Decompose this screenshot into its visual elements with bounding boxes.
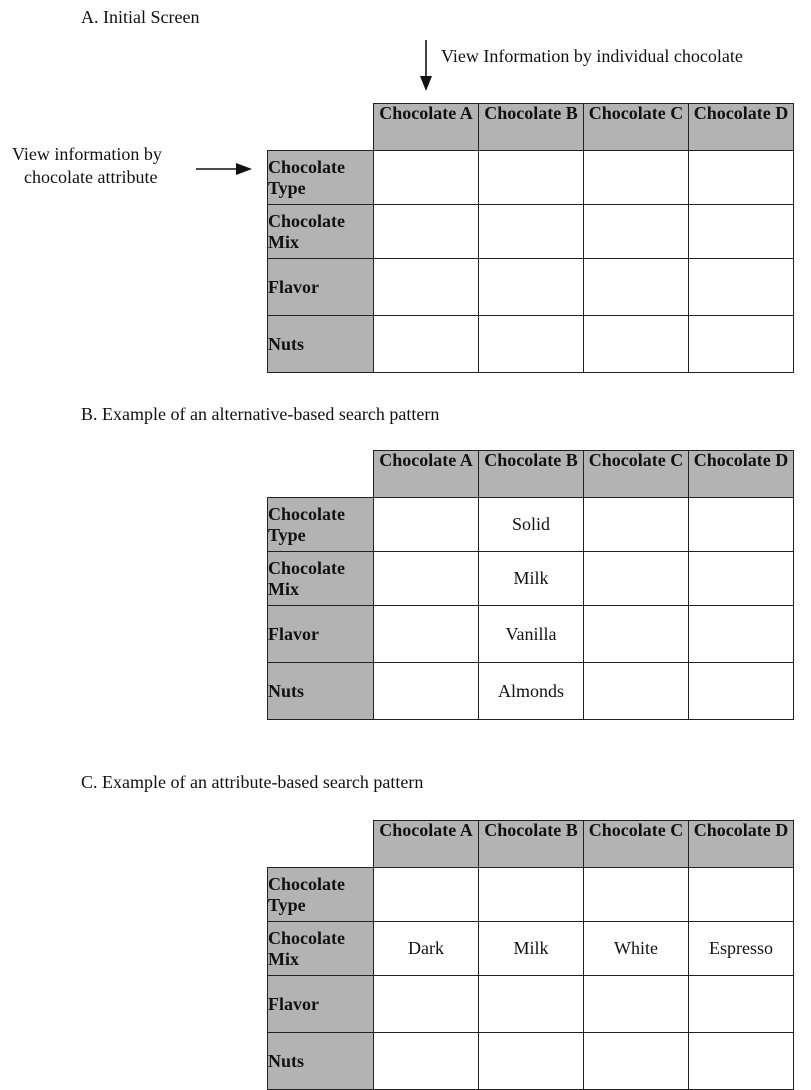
matrix-cell — [479, 868, 584, 922]
row-header: Chocolate Type — [268, 868, 374, 922]
attribute-matrix-attribute-search — [267, 820, 794, 1090]
matrix-cell: Milk — [479, 552, 584, 606]
table-corner — [268, 104, 374, 151]
row-header: Flavor — [268, 606, 374, 663]
matrix-cell — [689, 976, 794, 1033]
row-header: Nuts — [268, 316, 374, 373]
attribute-matrix-initial — [267, 103, 794, 373]
matrix-cell: Solid — [479, 498, 584, 552]
matrix-cell — [689, 868, 794, 922]
matrix-cell — [689, 1033, 794, 1090]
matrix-cell: Milk — [479, 922, 584, 976]
matrix-cell — [584, 205, 689, 259]
column-header-chocolate-d: Chocolate D — [689, 104, 794, 151]
matrix-cell: Vanilla — [479, 606, 584, 663]
table-row — [268, 316, 794, 373]
matrix-cell — [479, 316, 584, 373]
matrix-cell — [689, 606, 794, 663]
table-corner — [268, 821, 374, 868]
attribute-matrix-alternative-search — [267, 450, 794, 720]
row-header: Chocolate Mix — [268, 205, 374, 259]
row-header: Nuts — [268, 1033, 374, 1090]
matrix-cell: Espresso — [689, 922, 794, 976]
table-row — [268, 552, 794, 606]
matrix-cell — [479, 1033, 584, 1090]
row-header: Chocolate Type — [268, 151, 374, 205]
table-row — [268, 151, 794, 205]
matrix-cell — [479, 205, 584, 259]
matrix-cell — [374, 606, 479, 663]
table-row — [268, 498, 794, 552]
matrix-cell — [584, 498, 689, 552]
matrix-cell — [374, 1033, 479, 1090]
top-arrow-label: View Information by individual chocolate — [441, 46, 743, 66]
matrix-cell — [689, 316, 794, 373]
matrix-cell — [689, 205, 794, 259]
column-header-chocolate-d: Chocolate D — [689, 821, 794, 868]
matrix-cell — [374, 259, 479, 316]
matrix-cell: Almonds — [479, 663, 584, 720]
column-header-chocolate-d: Chocolate D — [689, 451, 794, 498]
right-arrow-icon — [196, 163, 252, 175]
column-header-chocolate-b: Chocolate B — [479, 821, 584, 868]
caption-section-b: B. Example of an alternative-based search pattern — [81, 404, 440, 424]
matrix-cell — [374, 868, 479, 922]
matrix-cell — [584, 868, 689, 922]
table-row — [268, 922, 794, 976]
matrix-cell — [584, 606, 689, 663]
matrix-cell — [584, 316, 689, 373]
matrix-cell — [479, 259, 584, 316]
table-row — [268, 976, 794, 1033]
table-corner — [268, 451, 374, 498]
row-header: Chocolate Mix — [268, 552, 374, 606]
matrix-cell — [479, 151, 584, 205]
matrix-cell — [584, 552, 689, 606]
caption-section-a: A. Initial Screen — [81, 7, 200, 27]
matrix-cell — [584, 1033, 689, 1090]
left-arrow-label-line1: View information by — [12, 144, 162, 164]
column-header-chocolate-c: Chocolate C — [584, 821, 689, 868]
matrix-cell — [374, 552, 479, 606]
table-row — [268, 1033, 794, 1090]
table-row — [268, 868, 794, 922]
row-header: Chocolate Type — [268, 498, 374, 552]
matrix-cell — [374, 151, 479, 205]
matrix-cell — [689, 663, 794, 720]
matrix-cell — [584, 259, 689, 316]
row-header: Chocolate Mix — [268, 922, 374, 976]
matrix-cell — [479, 976, 584, 1033]
matrix-cell — [584, 663, 689, 720]
column-header-chocolate-b: Chocolate B — [479, 104, 584, 151]
matrix-cell — [689, 259, 794, 316]
matrix-cell — [374, 663, 479, 720]
matrix-cell — [374, 498, 479, 552]
table-row — [268, 259, 794, 316]
left-arrow-label-line2: chocolate attribute — [24, 167, 158, 187]
matrix-cell — [374, 976, 479, 1033]
column-header-chocolate-c: Chocolate C — [584, 104, 689, 151]
matrix-cell — [584, 151, 689, 205]
matrix-cell — [374, 316, 479, 373]
table-row — [268, 663, 794, 720]
matrix-cell — [689, 151, 794, 205]
row-header: Flavor — [268, 259, 374, 316]
matrix-cell: Dark — [374, 922, 479, 976]
matrix-cell — [584, 976, 689, 1033]
table-row — [268, 606, 794, 663]
matrix-cell — [689, 498, 794, 552]
down-arrow-icon — [420, 40, 432, 91]
matrix-cell — [689, 552, 794, 606]
column-header-chocolate-a: Chocolate A — [374, 821, 479, 868]
table-row — [268, 205, 794, 259]
row-header: Nuts — [268, 663, 374, 720]
column-header-chocolate-a: Chocolate A — [374, 451, 479, 498]
caption-section-c: C. Example of an attribute-based search pattern — [81, 772, 424, 792]
matrix-cell — [374, 205, 479, 259]
row-header: Flavor — [268, 976, 374, 1033]
column-header-chocolate-b: Chocolate B — [479, 451, 584, 498]
column-header-chocolate-a: Chocolate A — [374, 104, 479, 151]
column-header-chocolate-c: Chocolate C — [584, 451, 689, 498]
matrix-cell: White — [584, 922, 689, 976]
